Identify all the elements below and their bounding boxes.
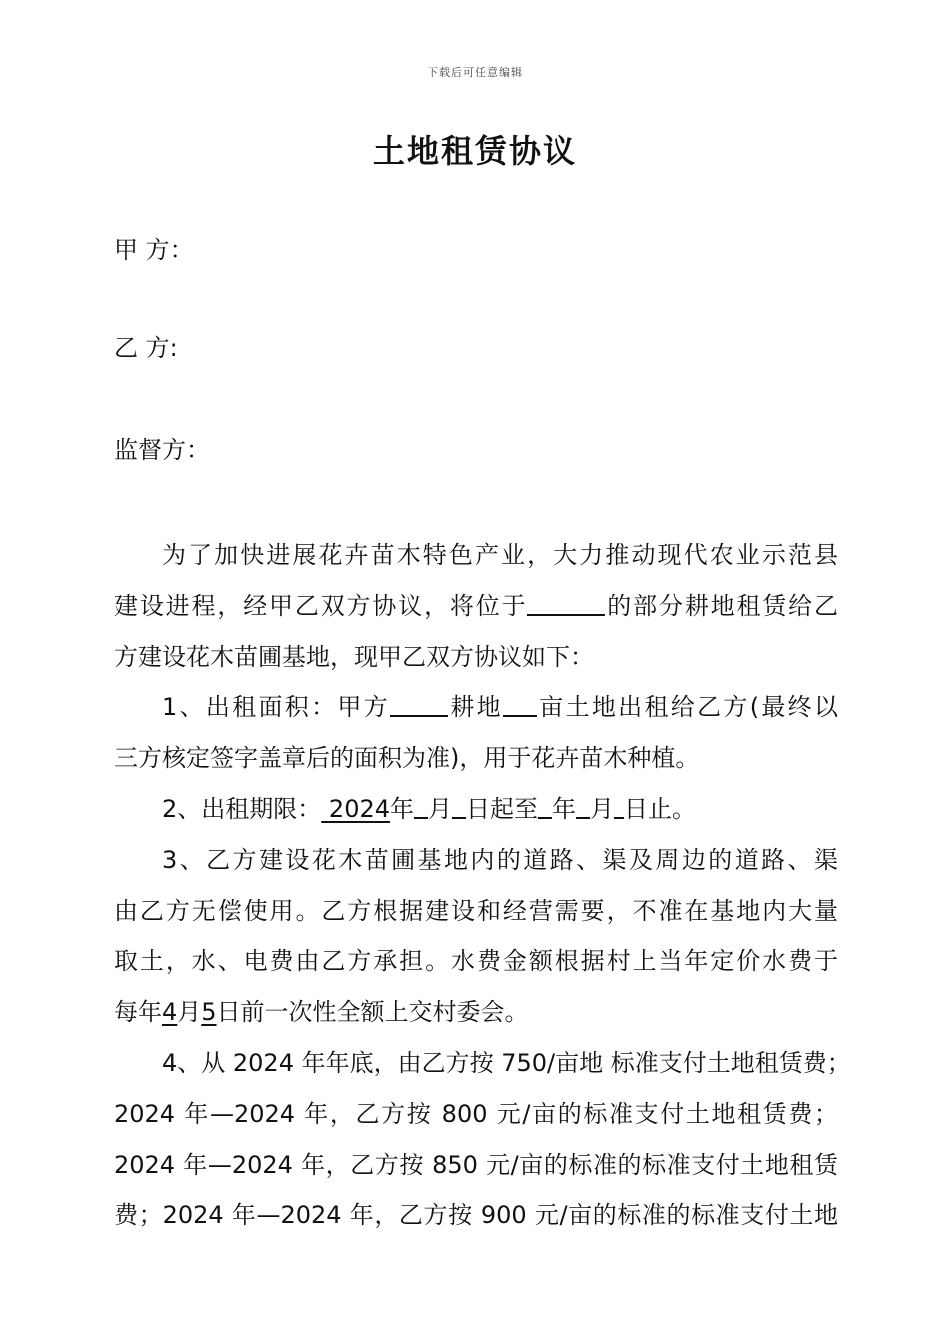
clause-3-line-4 bbox=[114, 987, 838, 1038]
clause-2-line-1 bbox=[114, 784, 838, 835]
clause-1-line-1 bbox=[114, 682, 838, 733]
intro-line-1: 为了加快进展花卉苗木特色产业，大力推动现代农业示范县 bbox=[162, 541, 838, 569]
supervisor-label: 监督方： bbox=[114, 436, 210, 464]
start-year bbox=[321, 795, 390, 823]
end-year-blank bbox=[538, 791, 552, 819]
clause-4-line-2: 2024 年—2024 年，乙方按 800 元/亩的标准支付土地租赁费； bbox=[114, 1099, 838, 1128]
agreement-body bbox=[114, 530, 851, 1241]
clause-4-line-1: 4、从 2024 年年底，由乙方按 750/亩地 标准支付土地租赁费； bbox=[162, 1048, 851, 1077]
intro-line-2-end: 的部分耕地租赁给乙 bbox=[605, 591, 839, 620]
start-month-unit: 月 bbox=[428, 794, 452, 823]
clause-3-rest: 日前一次性全额上交村委会。 bbox=[216, 998, 529, 1027]
clause-1-rest: 亩土地出租给乙方(最终以 bbox=[536, 693, 838, 722]
clause-4-line-3: 2024 年—2024 年，乙方按 850 元/亩的标准的标准支付土地租赁 bbox=[114, 1150, 838, 1179]
start-year-value: 2024 bbox=[328, 794, 390, 823]
clause-1 bbox=[114, 682, 838, 784]
end-month-unit: 月 bbox=[590, 794, 614, 823]
intro-line-2-start: 建设进程，经甲乙双方协议，将位于 bbox=[114, 591, 528, 620]
intro-line-3: 方建设花木苗圃基地，现甲乙双方协议如下： bbox=[114, 642, 594, 671]
area-blank bbox=[503, 689, 537, 717]
clause-3-line-3: 取土，水、电费由乙方承担。水费金额根据村上当年定价水费于 bbox=[114, 947, 838, 976]
start-year-unit: 年 bbox=[390, 794, 414, 823]
party-a-label: 甲 方： bbox=[114, 236, 194, 264]
document-title: 土地租赁协议 bbox=[372, 132, 577, 170]
clause-1-line-2: 三方核定签字盖章后的面积为准)，用于花卉苗木种植。 bbox=[114, 744, 700, 773]
clause-4-line-4: 费；2024 年—2024 年，乙方按 900 元/亩的标准的标准支付土地 bbox=[114, 1201, 838, 1230]
clause-2 bbox=[114, 784, 838, 835]
clause-3-each-year: 每年 bbox=[114, 998, 162, 1027]
clause-3 bbox=[114, 835, 838, 1038]
water-fee-day: 5 bbox=[201, 998, 217, 1027]
intro-line-2 bbox=[114, 581, 838, 632]
lessor-blank bbox=[390, 689, 448, 717]
intro-paragraph bbox=[114, 530, 838, 682]
end-month-blank bbox=[576, 791, 590, 819]
clause-1-lead: 1、出租面积：甲方 bbox=[162, 693, 391, 722]
clause-3-line-1: 3、乙方建设花木苗圃基地内的道路、渠及周边的道路、渠 bbox=[162, 845, 838, 874]
location-blank bbox=[527, 588, 605, 616]
clause-3-line-2: 由乙方无偿使用。乙方根据建设和经营需要，不准在基地内大量 bbox=[114, 896, 838, 925]
end-day-blank bbox=[614, 791, 624, 819]
party-b-label: 乙 方: bbox=[114, 334, 178, 362]
start-day-blank bbox=[452, 791, 466, 819]
clause-3-month-unit: 月 bbox=[177, 998, 202, 1027]
start-day-unit: 日起至 bbox=[466, 794, 538, 823]
water-fee-month: 4 bbox=[162, 998, 178, 1027]
clause-1-farmland: 耕地 bbox=[448, 693, 503, 722]
start-month-blank bbox=[414, 791, 428, 819]
header-note: 下载后可任意编辑 bbox=[427, 66, 523, 79]
clause-2-lead: 2、出租期限： bbox=[162, 794, 322, 823]
end-day-unit: 日止。 bbox=[624, 794, 696, 823]
clause-4 bbox=[114, 1038, 851, 1241]
end-year-unit: 年 bbox=[552, 794, 576, 823]
